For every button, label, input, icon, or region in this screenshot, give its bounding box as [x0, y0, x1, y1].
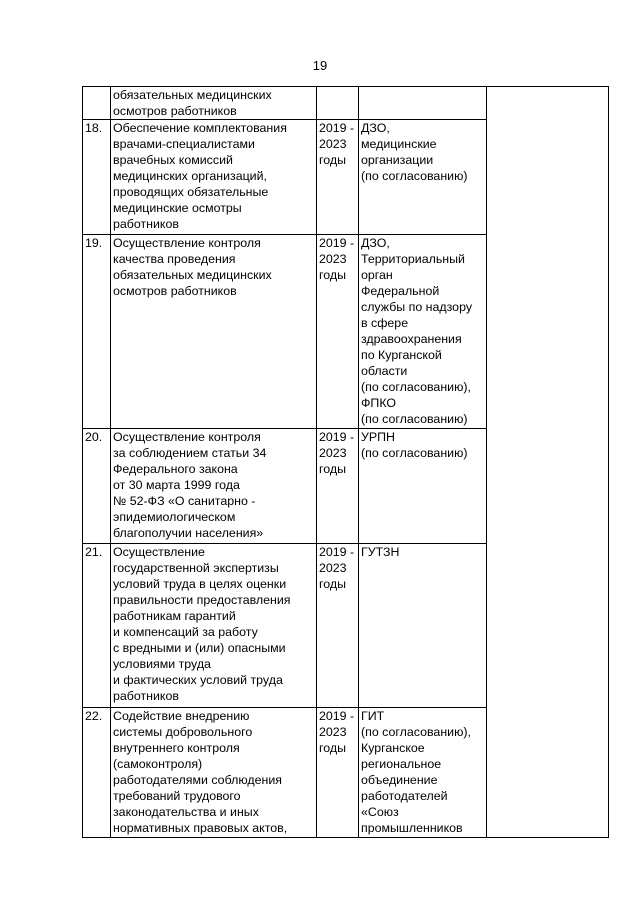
- responsible-text-line: объединение: [361, 773, 438, 787]
- measure-text-line: условиями труда: [113, 657, 211, 671]
- measure-text-line: законодательства и иных: [113, 805, 259, 819]
- term-cell: [317, 544, 359, 708]
- measure-text-line: осмотров работников: [113, 104, 237, 118]
- measure-text-line: Содействие внедрению: [113, 709, 250, 723]
- row-number-cell: [83, 544, 111, 708]
- measure-text-line: обязательных медицинских: [113, 268, 272, 282]
- measure-text-line: проводящих обязательные: [113, 185, 269, 199]
- responsible-text-line: промышленников: [361, 821, 463, 835]
- responsible-text-line: (по согласованию): [361, 169, 468, 183]
- responsible-text-line: (по согласованию): [361, 446, 468, 460]
- measure-cell: [111, 429, 317, 544]
- measure-text-line: врачами-специалистами: [113, 137, 255, 151]
- responsible-text-line: (по согласованию),: [361, 380, 471, 394]
- measure-text-line: от 30 марта 1999 года: [113, 478, 240, 492]
- measure-cell: [111, 235, 317, 429]
- measure-text-line: нормативных правовых актов,: [113, 821, 288, 835]
- responsible-text-line: ФПКО: [361, 396, 397, 410]
- measure-cell: [111, 120, 317, 235]
- measure-text-line: системы добровольного: [113, 725, 253, 739]
- row-number-cell: [83, 120, 111, 235]
- term-text-line: 2019 -: [319, 430, 355, 444]
- expected-result-cell: [487, 87, 609, 838]
- term-text-line: 2023: [319, 446, 347, 460]
- measure-text-line: Осуществление: [113, 545, 205, 559]
- responsible-text-line: организации: [361, 153, 434, 167]
- measure-text-line: качества проведения: [113, 252, 236, 266]
- measure-cell: [111, 544, 317, 708]
- responsible-text-line: здравоохранения: [361, 332, 462, 346]
- responsible-text-line: ДЗО,: [361, 236, 390, 250]
- measure-text-line: работников: [113, 217, 179, 231]
- measure-text-line: (самоконтроля): [113, 757, 203, 771]
- term-cell: [317, 429, 359, 544]
- measure-text-line: правильности предоставления: [113, 593, 291, 607]
- term-text-line: годы: [319, 153, 347, 167]
- measure-text-line: Осуществление контроля: [113, 430, 261, 444]
- measure-text-line: работодателями соблюдения: [113, 773, 282, 787]
- responsible-text-line: (по согласованию),: [361, 725, 471, 739]
- measure-text-line: медицинские осмотры: [113, 201, 242, 215]
- term-text-line: годы: [319, 577, 347, 591]
- responsible-text-line: в сфере: [361, 316, 409, 330]
- term-text-line: 2019 -: [319, 121, 355, 135]
- measure-text-line: эпидемиологическом: [113, 510, 236, 524]
- measure-text-line: Осуществление контроля: [113, 236, 261, 250]
- row-number: 18.: [85, 121, 103, 135]
- term-text-line: 2019 -: [319, 709, 355, 723]
- term-cell: [317, 708, 359, 838]
- responsible-cell: [359, 120, 487, 235]
- row-number-cell: [83, 429, 111, 544]
- term-text-line: 2023: [319, 252, 347, 266]
- term-cell: [317, 235, 359, 429]
- row-number: 20.: [85, 430, 103, 444]
- measure-text-line: осмотров работников: [113, 284, 237, 298]
- responsible-text-line: службы по надзору: [361, 300, 473, 314]
- measure-text-line: врачебных комиссий: [113, 153, 233, 167]
- term-text-line: 2019 -: [319, 236, 355, 250]
- measure-text-line: за соблюдением статьи 34: [113, 446, 267, 460]
- row-number: 21.: [85, 545, 103, 559]
- measure-cell: [111, 87, 317, 120]
- row-number-cell: [83, 708, 111, 838]
- responsible-text-line: ГИТ: [361, 709, 385, 723]
- term-text-line: годы: [319, 741, 347, 755]
- responsible-text-line: региональное: [361, 757, 442, 771]
- measure-text-line: благополучии населения»: [113, 526, 264, 540]
- responsible-text-line: работодателей: [361, 789, 448, 803]
- responsible-text-line: ГУТЗН: [361, 545, 400, 559]
- responsible-text-line: Территориальный: [361, 252, 465, 266]
- measure-text-line: медицинских организаций,: [113, 169, 267, 183]
- measure-text-line: с вредными и (или) опасными: [113, 641, 286, 655]
- measure-text-line: Обеспечение комплектования: [113, 121, 287, 135]
- responsible-text-line: Курганское: [361, 741, 425, 755]
- responsible-text-line: по Курганской: [361, 348, 442, 362]
- term-text-line: 2023: [319, 725, 347, 739]
- measure-text-line: внутреннего контроля: [113, 741, 240, 755]
- responsible-cell: [359, 87, 487, 120]
- measure-text-line: и компенсаций за работу: [113, 625, 258, 639]
- row-number: 22.: [85, 709, 103, 723]
- responsible-text-line: области: [361, 364, 408, 378]
- responsible-cell: [359, 429, 487, 544]
- measure-text-line: обязательных медицинских: [113, 88, 272, 102]
- term-text-line: 2023: [319, 561, 347, 575]
- term-cell: [317, 120, 359, 235]
- measures-table: [82, 86, 609, 838]
- responsible-text-line: (по согласованию): [361, 412, 468, 426]
- row-number-cell: [83, 235, 111, 429]
- responsible-text-line: орган: [361, 268, 393, 282]
- responsible-text-line: УРПН: [361, 430, 395, 444]
- measure-text-line: условий труда в целях оценки: [113, 577, 287, 591]
- responsible-cell: [359, 544, 487, 708]
- term-text-line: 2023: [319, 137, 347, 151]
- row-number-cell: [83, 87, 111, 120]
- responsible-text-line: медицинские: [361, 137, 437, 151]
- measure-cell: [111, 708, 317, 838]
- responsible-cell: [359, 708, 487, 838]
- measure-text-line: № 52-ФЗ «О санитарно -: [113, 494, 256, 508]
- measure-text-line: работников: [113, 689, 179, 703]
- responsible-text-line: Федеральной: [361, 284, 440, 298]
- responsible-text-line: «Союз: [361, 805, 399, 819]
- term-text-line: годы: [319, 462, 347, 476]
- measure-text-line: и фактических условий труда: [113, 673, 283, 687]
- term-text-line: 2019 -: [319, 545, 355, 559]
- responsible-text-line: ДЗО,: [361, 121, 390, 135]
- measure-text-line: работникам гарантий: [113, 609, 236, 623]
- measure-text-line: государственной экспертизы: [113, 561, 279, 575]
- responsible-cell: [359, 235, 487, 429]
- table-row: [83, 87, 609, 120]
- measure-text-line: Федерального закона: [113, 462, 238, 476]
- term-text-line: годы: [319, 268, 347, 282]
- page-number: 19: [312, 58, 328, 73]
- measure-text-line: требований трудового: [113, 789, 241, 803]
- term-cell: [317, 87, 359, 120]
- row-number: 19.: [85, 236, 103, 250]
